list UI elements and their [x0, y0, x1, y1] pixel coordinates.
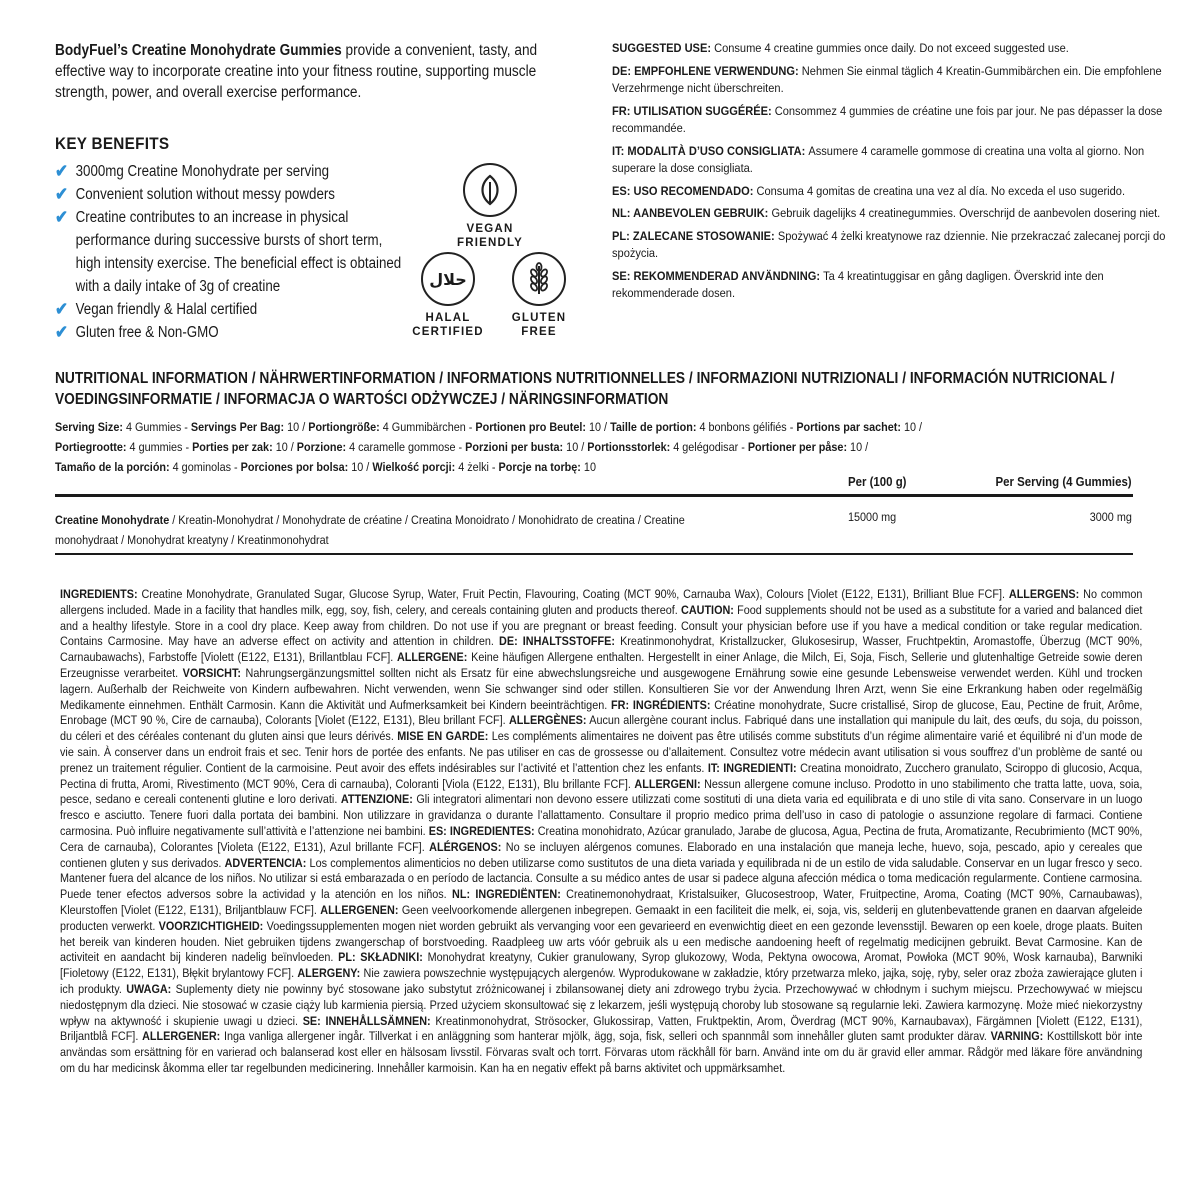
usage-entry: NL: AANBEVOLEN GEBRUIK: Gebruik dagelijks 4 creatinegummies. Overschrijd de aanbevolen dosering niet. — [612, 206, 1161, 220]
ingredient-label: ALLERGENE: — [396, 650, 468, 665]
halal-badge-label: HALAL CERTIFIED — [412, 312, 484, 338]
nutrition-heading: NUTRITIONAL INFORMATION / NÄHRWERTINFORMATION / INFORMATIONS NUTRITIONNELLES / INFORMAZIONI NUTRIZIONALI / INFORMACIÓN NUTRICIONAL / VOEDINGSINFORMATIE / INFORMACJA O WARTOŚCI ODŻYWCZEJ / NÄRINGSINFORMATION — [55, 370, 1115, 408]
usage-entry: ES: USO RECOMENDADO: Consuma 4 gomitas de creatina una vez al día. No exceda el uso sugerido. — [612, 183, 1126, 198]
column-header-per-100g: Per (100 g) — [848, 474, 907, 489]
table-divider — [55, 553, 1133, 555]
ingredient-text: Creatina monoidrato, Zucchero granulato, Sciroppo di glucosio, Acqua, Pectina di frutta, Aromi, Rivestimento (MCT 90%, Cera di carnauba), Coloranti [Viola (E122, E131), Blu brillante FCF]. — [60, 760, 1143, 791]
leaf-icon — [463, 163, 517, 217]
check-icon: ✔ — [55, 207, 68, 227]
ingredient-label: ALLERGÈNES: — [508, 713, 587, 728]
ingredient-text: Monohydrat kreatyny, Cukier granulowany, Syrop glukozowy, Woda, Pektyna owocowa, Aromat, Powłoka (MCT 90%, Wosk karnauba), Barwniki [Fioletowy (E122, E131), Błękit brylantowy FCF]. — [60, 950, 1143, 981]
ingredient-text: Gli integratori alimentari non devono essere utilizzati come sostituti di una dieta varia ed equilibrata e di uno stile di vita sano. Conservare in un luogo fresco e asciutto. Tenere fuori dalla portata dei bambini. Non utilizzare in gravidanza o durante l’allattamento. Consultare il proprio medico prima dell’uso in caso di patologie o assunzione regolare di farmaci. Contiene carmosina. Può influire negativamente sull’attività e l’attenzione nei bambini. — [60, 792, 1143, 838]
ingredient-text: Les compléments alimentaires ne doivent pas être utilisés comme substituts d’un régime alimentaire varié et équilibré ni d’un mode de vie sain. À conserver dans un endroit frais et sec. Tenir hors de portée des enfants. Ne pas utiliser en cas de grossesse ou d’allaitement. Consultez votre médecin avant utilisation si vous souffrez d’un problème de santé ou prenez un traitement régulier. Contient de la carmoisine. Peut avoir des effets indésirables sur l’activité et l’attention chez les enfants. — [60, 729, 1143, 775]
ingredient-text: Aucun allergène courant inclus. Fabriqué dans une installation qui manipule du lait, des œufs, du soja, du poisson, du céleri et des céréales contenant du gluten ainsi que leurs dérivés. — [60, 713, 1143, 744]
wheat-icon — [512, 252, 566, 306]
ingredient-label: VOORZICHTIGHEID: — [158, 918, 264, 933]
intro-paragraph — [55, 40, 574, 103]
ingredient-label: SE: INNEHÅLLSÄMNEN: — [302, 1013, 431, 1028]
key-benefits-heading: KEY BENEFITS — [55, 134, 170, 153]
usage-entry: IT: MODALITÀ D’USO CONSIGLIATA: Assumere 4 caramelle gommose di creatina una volta al giorno. Non superare la dose consigliata. — [612, 143, 1145, 175]
benefit-item — [55, 183, 408, 206]
ingredient-label: ALLERGENER: — [142, 1029, 221, 1044]
check-icon: ✔ — [55, 161, 68, 181]
usage-entry: FR: UTILISATION SUGGÉRÉE: Consommez 4 gummies de créatine une fois par jour. Ne pas dépasser la dose recommandée. — [612, 103, 1163, 135]
ingredient-text: No se incluyen alérgenos comunes. Elaborado en una instalación que maneja leche, huevo, soja, pescado, apio y cereales que contienen gluten y sus derivados. — [60, 839, 1143, 870]
ingredient-text: Suplementy diety nie powinny być stosowane jako substytut zróżnicowanej i zbilansowanej diety ani zdrowego trybu życia. Przechowywać w chłodnym i suchym miejscu. Przechowywać w miejscu niedostępnym dla dzieci. Nie stosować w czasie ciąży lub karmienia piersią. Przed użyciem skonsultować się z lekarzem, jeśli występują choroby lub stosowane są regularnie leki. Zawiera karmozynę. Może mieć niekorzystny wpływ na aktywność i skupienie uwagi u dzieci. — [60, 981, 1143, 1028]
ingredient-text: Nessun allergene comune incluso. Prodotto in uno stabilimento che tratta latte, uova, soia, pesce, sedano e cereali contenenti glutine e loro derivati. — [60, 776, 1143, 807]
ingredient-label: UWAGA: — [126, 981, 172, 996]
ingredient-text: Creatinemonohydraat, Kristalsuiker, Glucosestroop, Water, Fruitpectine, Aroma, Coating (MCT 90%, Carnaubawas), Kleurstoffen [Violet (E122, E131), Briljantblauw FCF]. — [60, 887, 1143, 917]
usage-entry: DE: EMPFOHLENE VERWENDUNG: Nehmen Sie einmal täglich 4 Kreatin-Gummibärchen ein. Die empfohlene Verzehrmenge nicht überschreiten. — [612, 63, 1162, 95]
ingredients-block — [60, 587, 1142, 1077]
benefit-text: Creatine contributes to an increase in physical performance during successive bursts of short term, high intensity exercise. The beneficial effect is obtained with a daily intake of 3g of creatine — [75, 209, 402, 295]
product-name: BodyFuel’s Creatine Monohydrate Gummies — [55, 42, 342, 59]
benefit-item — [55, 206, 408, 298]
benefit-text: 3000mg Creatine Monohydrate per serving — [75, 163, 330, 180]
ingredient-text: Food supplements should not be used as a substitute for a varied and balanced diet and a healthy lifestyle. Store in a cool dry place. Keep away from children. Do not use if you are pregnant or breast feeding. Consult your physician before use if you have a medical condition or take regular medication. Contains Carmosine. May have an adverse effect on activity and attention in children. — [60, 602, 1143, 649]
halal-icon: حلال — [421, 252, 475, 306]
benefit-text: Gluten free & Non-GMO — [75, 324, 219, 341]
ingredient-text: Nahrungsergänzungsmittel sollten nicht als Ersatz für eine abwechslungsreiche und ausgewogene Ernährung sowie eine gesunde Lebensweise verwendet werden. Kühl und trocken lagern. Außerhalb der Reichweite von Kindern aufbewahren. Nicht verwenden, wenn Sie schwanger sind oder stillen. Konsultieren Sie vor der Anwendung Ihren Arzt, wenn Sie eine Erkrankung haben oder regelmäßig Medikamente einnehmen. Enthält Carmosin. Kann die Aktivität und Aufmerksamkeit bei Kindern beeinträchtigen. — [60, 665, 1143, 712]
suggested-use-section — [612, 40, 1170, 308]
table-row-name: Creatine Monohydrate / Kreatin-Monohydrat / Monohydrate de créatine / Creatina Monoidrato / Monohidrato de creatina / Creatine monohydraat / Monohydrat kreatyny / Kreatinmonohydrat — [55, 513, 685, 547]
ingredient-label: MISE EN GARDE: — [397, 729, 489, 744]
usage-entry: SE: REKOMMENDERAD ANVÄNDNING: Ta 4 kreatintuggisar en gång dagligen. Överskrid inte den rekommenderade dosen. — [612, 268, 1104, 300]
check-icon: ✔ — [55, 184, 68, 204]
ingredient-text: Los complementos alimenticios no deben utilizarse como sustitutos de una dieta variada y equilibrada ni de un estilo de vida saludable. Conservar en un lugar fresco y seco. Mantener fuera del alcance de los niños. No utilizar si está embarazada o en período de lactancia. Consulte a su médico antes de usar si padece alguna afección médica o toma medicación regularmente. Contiene carmosina. Puede tener efectos adversos sobre la actividad y la atención en los niños. — [60, 855, 1143, 902]
ingredient-label: DE: INHALTSSTOFFE: — [499, 634, 615, 649]
vegan-badge — [430, 163, 550, 250]
ingredient-label: VARNING: — [990, 1029, 1044, 1044]
usage-entry: SUGGESTED USE: Consume 4 creatine gummies once daily. Do not exceed suggested use. — [612, 41, 1069, 55]
usage-entry: PL: ZALECANE STOSOWANIE: Spożywać 4 żelki kreatynowe raz dziennie. Nie przekraczać zalecanej porcji do spożycia. — [612, 228, 1166, 260]
ingredient-label: ADVERTENCIA: — [224, 855, 307, 870]
ingredient-label: PL: SKŁADNIKI: — [338, 950, 423, 965]
table-cell-per-100g: 15000 mg — [848, 510, 897, 524]
benefit-item — [55, 160, 408, 183]
gluten-badge-label: GLUTEN FREE — [511, 312, 567, 338]
halal-badge — [398, 252, 498, 339]
ingredient-label: FR: INGRÉDIENTS: — [611, 697, 711, 712]
ingredient-text: Kreatinmonohydrat, Kristallzucker, Glukosesirup, Wasser, Fruchtpektin, Aromastoffe, Überzug (MCT 90%, Carnaubawachs), Farbstoffe [Violett (E122, E131), Brillantblau FCF]. — [60, 634, 1143, 665]
key-benefits-list — [55, 160, 408, 344]
ingredient-label: INGREDIENTS: — [60, 587, 138, 601]
table-cell-per-serving: 3000 mg — [1089, 510, 1132, 524]
ingredient-text: Creatina monohidrato, Azúcar granulado, Jarabe de glucosa, Agua, Pectina de fruta, Aromatizante, Recubrimiento (MCT 90%, Cera de carnauba), Colorantes [Violeta (E122, E131), Azul brillante FCF]. — [60, 823, 1143, 854]
ingredient-text: Kosttillskott bör inte användas som ersättning för en varierad och balanserad kost eller en hälsosam livsstil. Förvaras svalt och torrt. Förvaras utom räckhåll för barn. Använd inte om du är gravid eller ammar. Rådgör med läkare före användning om du har medicinsk åkomma eller tar regelbunden medicinering. Innehåller karmoisin. Kan ha en negativ effekt på barns aktivitet och uppmärksamhet. — [60, 1029, 1143, 1075]
ingredient-text: Inga vanliga allergener ingår. Tillverkat i en anläggning som hanterar mjölk, ägg, soja, fisk, selleri och spannmål som innehåller gluten samt produkter därav. — [220, 1029, 991, 1044]
vegan-badge-label: VEGAN FRIENDLY — [456, 223, 524, 249]
ingredient-text: Créatine monohydrate, Sucre cristallisé, Sirop de glucose, Eau, Pectine de fruit, Arôme, Enrobage (MCT 90 %, Cire de carnauba), Colorants [Violet (E122, E131), Bleu brillant FCF]. — [60, 697, 1143, 728]
check-icon: ✔ — [55, 299, 68, 319]
check-icon: ✔ — [55, 322, 68, 342]
gluten-free-badge — [489, 252, 589, 339]
ingredient-text: Creatine Monohydrate, Granulated Sugar, Glucose Syrup, Water, Fruit Pectin, Flavouring, Coating (MCT 90%, Carnauba Wax), Colours [Violet (E122, E131), Brilliant Blue FCF]. — [137, 587, 1009, 601]
benefit-text: Vegan friendly & Halal certified — [75, 301, 258, 318]
ingredient-text: Nie zawiera powszechnie występujących alergenów. Wyprodukowane w zakładzie, który przetwarza mleko, jajka, soję, ryby, seler oraz zboża zawierające gluten i ich produkty. — [60, 966, 1143, 996]
intro-text: provide a convenient, tasty, and effective way to incorporate creatine into your fitness routine, supporting muscle strength, power, and overall exercise performance. — [55, 42, 538, 101]
ingredient-label: ALLERGENS: — [1008, 587, 1080, 601]
ingredient-label: CAUTION: — [681, 602, 734, 617]
ingredient-text: Geen veelvoorkomende allergenen inbegrepen. Gemaakt in een faciliteit die melk, ei, soja, vis, selderij en glutenbevattende granen en daarvan afgeleide producten verwerkt. — [60, 902, 1143, 933]
benefit-item — [55, 298, 408, 321]
table-divider — [55, 494, 1133, 497]
benefit-item — [55, 321, 408, 344]
ingredient-label: IT: INGREDIENTI: — [707, 760, 797, 775]
ingredient-text: No common allergens included. Made in a facility that handles milk, egg, soy, fish, celery, and cereals containing gluten and products thereof. — [60, 587, 1143, 617]
ingredient-label: ALLERGENI: — [634, 776, 701, 791]
ingredient-text: Kreatinmonohydrat, Strösocker, Glukossirap, Vatten, Fruktpektin, Arom, Överdrag (MCT 90%, Karnaubavax), Färgämnen [Violett (E122, E131), Briljantblå FCF]. — [60, 1013, 1143, 1044]
ingredient-label: ALLERGENEN: — [320, 902, 399, 917]
ingredient-label: ALÉRGENOS: — [429, 839, 502, 854]
ingredient-text: Voedingssupplementen mogen niet worden gebruikt als vervanging voor een gevarieerd en evenwichtig dieet en een gezonde levensstijl. Bewaren op een koele, droge plaats. Buiten het bereik van kinderen houden. Niet gebruiken tijdens zwangerschap of borstvoeding. Raadpleeg uw arts vóór gebruik als u een medische aandoening heeft of regelmatig medicijnen gebruikt. Bevat Carmosine. Kan de activiteit en aandacht bij kinderen nadelig beïnvloeden. — [60, 918, 1143, 965]
ingredient-label: ALERGENY: — [297, 966, 361, 981]
serving-info: Serving Size: 4 Gummies - Servings Per Bag: 10 / Portiongröße: 4 Gummibärchen - Portionen pro Beutel: 10 / Taille de portion: 4 bonbons gélifiés - Portions par sachet: 10 / Portiegrootte: 4 gummies - Porties per zak: 10 / Porzione: 4 caramelle gommose - Porzioni per busta: 10 / Portionsstorlek: 4 gelégodisar - Portioner per påse: 10 / Tamaño de la porción: 4 gominolas - Porciones por bolsa: 10 / Wielkość porcji: 4 żelki - Porcje na torbę: 10 — [55, 420, 923, 474]
column-header-per-serving: Per Serving (4 Gummies) — [995, 474, 1132, 489]
ingredient-label: VORSICHT: — [182, 665, 242, 680]
ingredient-label: ES: INGREDIENTES: — [428, 823, 535, 838]
ingredient-text: Keine häufigen Allergene enthalten. Hergestellt in einer Anlage, die Milch, Ei, Soja, Fisch, Sellerie und glutenhaltige Getreide sowie deren Erzeugnisse verarbeitet. — [60, 650, 1143, 680]
benefit-text: Convenient solution without messy powders — [75, 186, 335, 203]
ingredient-label: NL: INGREDIËNTEN: — [452, 887, 561, 902]
ingredient-label: ATTENZIONE: — [340, 792, 413, 807]
